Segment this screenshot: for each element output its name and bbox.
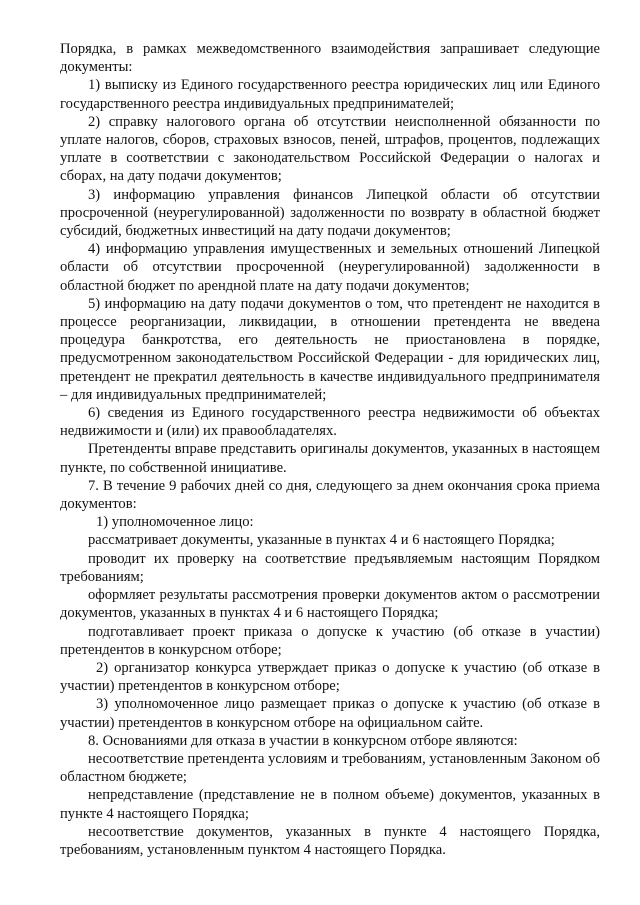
clause-7: 7. В течение 9 рабочих дней со дня, следующего за днем окончания срока приема документов: — [60, 477, 600, 513]
paragraph-applicants-right: Претенденты вправе представить оригиналы документов, указанных в настоящем пункте, по собственной инициативе. — [60, 441, 600, 476]
paragraph-intro: Порядка, в рамках межведомственного взаимодействия запрашивает следующие документы: — [60, 41, 600, 76]
clause-8-reason-1: несоответствие претендента условиям и требованиям, установленным Законом об областном бюджете; — [60, 750, 600, 786]
clause-7-subitem-2: 2) организатор конкурса утверждает приказ о допуске к участию (об отказе в участии) претендентов в конкурсном отборе; — [60, 659, 600, 695]
list-item-5: 5) информацию на дату подачи документов о том, что претендент не находится в процессе реорганизации, ликвидации, в отношении претендента не введена процедура банкротства, его деятельность не приостановлена в порядке, предусмотренном законодательством Российской Федерации - для юридических лиц, претендент не прекратил деятельность в качестве индивидуального предпринимателя – для индивидуальных предпринимателей; — [60, 295, 600, 403]
clause-7-action-check: проводит их проверку на соответствие предъявляемым настоящим Порядком требованиям; — [60, 550, 600, 585]
list-item-6: 6) сведения из Единого государственного реестра недвижимости об объектах недвижимости и (или) их правообладателях. — [60, 405, 600, 440]
clause-8: 8. Основаниями для отказа в участии в конкурсном отборе являются: — [88, 732, 518, 749]
clause-8-reason-2: непредставление (представление не в полном объеме) документов, указанных в пункте 4 настоящего Порядка; — [60, 787, 600, 822]
clause-7-action-draft-order: подготавливает проект приказа о допуске к участию (об отказе в участии) претендентов в конкурсном отборе; — [60, 623, 600, 658]
clause-8-reason-3: несоответствие документов, указанных в пункте 4 настоящего Порядка, требованиям, установленным пунктом 4 настоящего Порядка. — [60, 823, 600, 858]
clause-7-subitem-1: 1) уполномоченное лицо: — [96, 514, 254, 531]
list-item-2: 2) справку налогового органа об отсутствии неисполненной обязанности по уплате налогов, сборов, страховых взносов, пеней, штрафов, процентов, подлежащих уплате в соответствии с законодательством Российской Федерации о налогах и сборах, на дату подачи документов; — [60, 113, 600, 185]
list-item-4: 4) информацию управления имущественных и земельных отношений Липецкой области об отсутствии просроченной (неурегулированной) задолженности в областной бюджет по арендной плате на дату подачи документов; — [60, 241, 600, 294]
clause-7-action-act: оформляет результаты рассмотрения проверки документов актом о рассмотрении документов, указанных в пунктах 4 и 6 настоящего Порядка; — [60, 587, 600, 622]
document-body — [60, 40, 600, 859]
list-item-1: 1) выписку из Единого государственного реестра юридических лиц или Единого государственного реестра индивидуальных предпринимателей; — [60, 77, 600, 112]
clause-7-action-review: рассматривает документы, указанные в пунктах 4 и 6 настоящего Порядка; — [88, 532, 555, 549]
list-item-3: 3) информацию управления финансов Липецкой области об отсутствии просроченной (неурегулированной) задолженности по возврату в областной бюджет субсидий, бюджетных инвестиций на дату подачи документов; — [60, 186, 600, 240]
clause-7-subitem-3: 3) уполномоченное лицо размещает приказ о допуске к участию (об отказе в участии) претендентов в конкурсном отборе на официальном сайте. — [60, 696, 600, 731]
